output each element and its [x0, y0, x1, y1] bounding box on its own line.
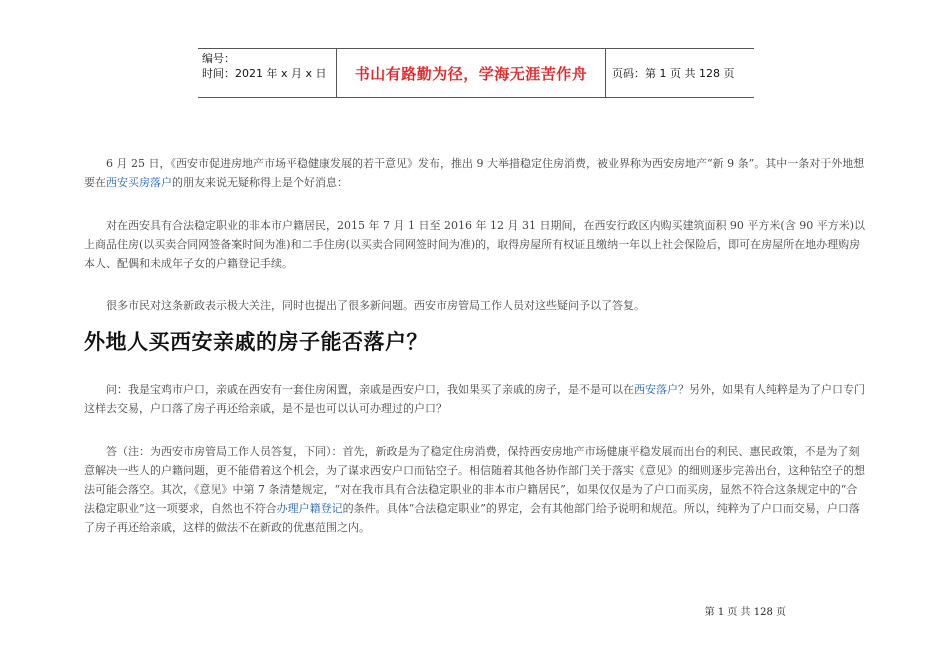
link-xian-buy-house-settle[interactable]: 西安买房落户	[106, 176, 172, 189]
paragraph-attention	[84, 296, 866, 315]
document-header	[198, 48, 754, 98]
paragraph-text: 6 月 25 日，《西安市促进房地产市场平稳健康发展的若干意见》发布，推出 9 大举措稳定住房消费，被业界称为西安房地产“新 9 条”。其中一条对于外地想要在	[84, 157, 865, 189]
document-number-label: 编号：	[202, 52, 235, 65]
paragraph-text: 的条件。具体“合法稳定职业”的界定，会有其他部门给予说明和规范。所以，纯粹为了户口而交易，户口落了房子再还给亲戚，这样的做法不在新政的优惠范围之内。	[84, 502, 860, 534]
header-motto: 书山有路勤为径，学海无涯苦作舟	[354, 64, 588, 83]
link-household-registration[interactable]: 办理户籍登记	[276, 502, 343, 515]
paragraph-policy	[84, 216, 866, 273]
header-meta	[198, 49, 337, 97]
page-number-label: 页码：第 1 页 共 128 页	[612, 67, 735, 80]
paragraph-text: ？另外，如果有人纯粹是为了户口专门这样去交易，户口落了房子再还给亲戚，是不是也可以认可办理过的户口？	[84, 383, 865, 415]
section-heading: 外地人买西安亲戚的房子能否落户？	[84, 330, 428, 354]
paragraph-text: 答（注：为西安市房管局工作人员答复，下同）：首先，新政是为了稳定住房消费，保持西安房地产市场健康平稳发展而出台的利民、惠民政策，不是为了刻意解决一些人的户籍问题，更不能借着这个机会，为了谋求西安户口而钻空子。相信随着其他各协作部门关于落实《意见》的细则逐步完善出台，这种钻空子的想法可能会落空。其次，《意见》中第 7 条清楚规定，“对在我市具有合法稳定职业的非本市户籍居民”，如果仅仅是为了户口而买房，显然不符合这条规定中的“合法稳定职业”这一项要求，自然也不符合	[84, 445, 865, 515]
paragraph-text: 问：我是宝鸡市户口，亲戚在西安有一套住房闲置，亲戚是西安户口，我如果买了亲戚的房子，是不是可以在	[106, 383, 634, 396]
header-motto-cell	[337, 49, 606, 97]
header-page-cell	[606, 49, 754, 97]
page-footer: 第 1 页 共 128 页	[704, 607, 786, 618]
document-date-label: 时间：2021 年 x 月 x 日	[202, 67, 327, 80]
paragraph-question	[84, 380, 866, 418]
paragraph-answer	[84, 442, 866, 537]
paragraph-text: 很多市民对这条新政表示极大关注，同时也提出了很多新问题。西安市房管局工作人员对这些疑问予以了答复。	[106, 299, 645, 312]
paragraph-text: 的朋友来说无疑称得上是个好消息：	[172, 176, 348, 189]
paragraph-intro	[84, 154, 866, 192]
paragraph-text: 对在西安具有合法稳定职业的非本市户籍居民，2015 年 7 月 1 日至 2016 年 12 月 31 日期间，在西安行政区内购买建筑面积 90 平方米(含 90 平方米)以上商品住房(以买卖合同网签备案时间为准)和二手住房(以买卖合同网签时间为准)的，取得房屋所有权证且缴纳一年以上社会保险后，即可在房屋所在地办理购房本人、配偶和未成年子女的户籍登记手续。	[84, 219, 866, 270]
link-xian-settle[interactable]: 西安落户	[634, 383, 678, 396]
